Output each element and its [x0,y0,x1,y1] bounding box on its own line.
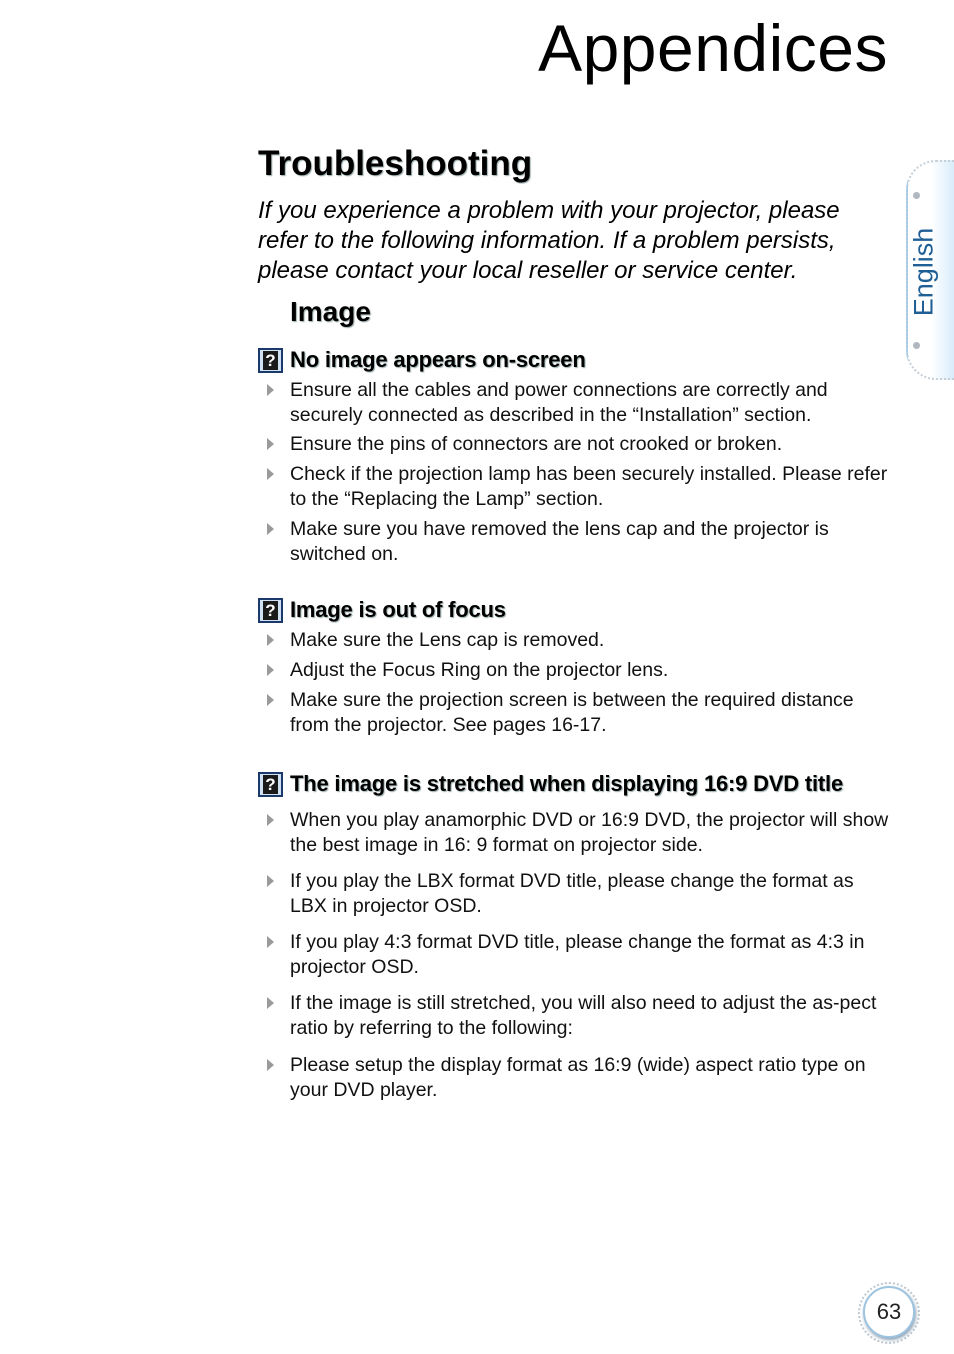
list-item: Make sure the Lens cap is removed. [290,628,890,653]
list-item: If you play 4:3 format DVD title, please change the format as 4:3 in projector OSD. [290,930,890,979]
list-item: If you play the LBX format DVD title, please change the format as LBX in projector OSD. [290,869,890,918]
subsection-title: Image [290,296,371,327]
bullet-arrow-icon [267,1059,274,1071]
bullet-arrow-icon [267,384,274,396]
tab-dot-icon [913,192,920,199]
list-item: Make sure you have removed the lens cap and the projector is switched on. [290,517,890,566]
bullet-arrow-icon [267,814,274,826]
list-item: Ensure all the cables and power connections are correctly and securely connected as described in the “Installation” section. [290,378,890,427]
list-item: Check if the projection lamp has been securely installed. Please refer to the “Replacing the Lamp” section. [290,462,890,511]
intro-text: If you experience a problem with your projector, please refer to the following information. If a problem persists, please contact your local reseller or service center. [258,197,840,284]
list-item: Make sure the projection screen is between the required distance from the projector. See pages 16-17. [290,688,890,737]
section-title: Troubleshooting [258,144,533,183]
list-item: If the image is still stretched, you will also need to adjust the as-pect ratio by referring to the following: [290,991,890,1040]
bullet-arrow-icon [267,438,274,450]
list-item: Adjust the Focus Ring on the projector lens. [290,658,890,683]
list-item: Ensure the pins of connectors are not crooked or broken. [290,432,890,457]
bullet-arrow-icon [267,936,274,948]
bullet-arrow-icon [267,664,274,676]
bullet-arrow-icon [267,468,274,480]
question-icon: ? [258,772,283,797]
bullet-arrow-icon [267,523,274,535]
question-title: No image appears on-screen [290,347,586,372]
list-item: When you play anamorphic DVD or 16:9 DVD, the projector will show the best image in 16: 9 format on projector side. [290,808,890,857]
question-title: Image is out of focus [290,597,506,622]
page-number: 63 [863,1286,915,1338]
question-heading-1 [258,346,586,374]
question-icon: ? [258,348,283,373]
bullet-arrow-icon [267,634,274,646]
list-item: Please setup the display format as 16:9 (wide) aspect ratio type on your DVD player. [290,1053,890,1102]
question-icon: ? [258,598,283,623]
bullet-arrow-icon [267,694,274,706]
question-title: The image is stretched when displaying 16:9 DVD title [290,771,843,796]
chapter-title: Appendices [538,11,888,85]
bullet-arrow-icon [267,875,274,887]
bullet-arrow-icon [267,997,274,1009]
tab-dot-icon [913,342,920,349]
question-heading-2 [258,596,506,624]
language-label: English [908,227,939,317]
question-heading-3 [258,770,843,798]
